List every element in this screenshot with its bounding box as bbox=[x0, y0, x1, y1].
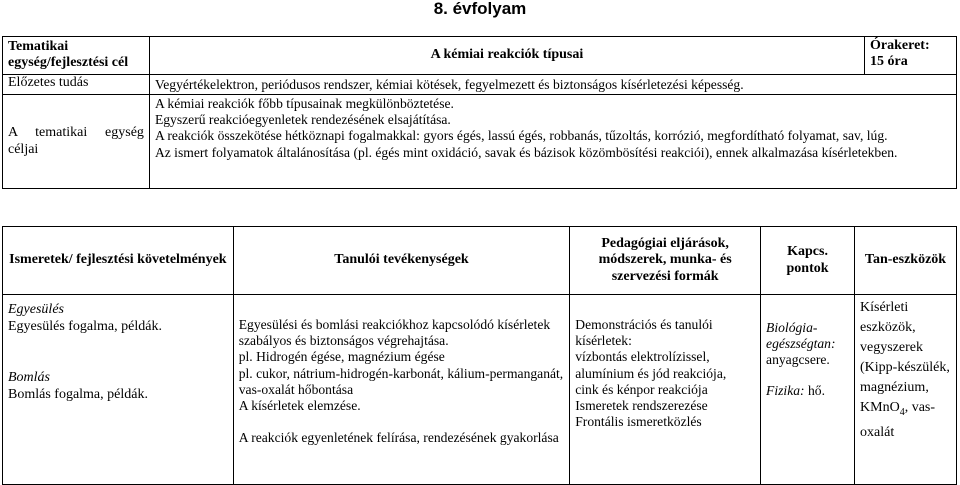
tools-text-end: , vas-oxalát bbox=[860, 400, 936, 440]
activity-text: Egyesülési és bomlási reakciókhoz kapcsolódó kísérletek szabályos és biztonságos végrehajtása. bbox=[238, 317, 551, 349]
goals-text bbox=[149, 95, 956, 189]
activity-text: A kísérletek elemzése. bbox=[238, 398, 361, 414]
method-text: Frontális ismeretközlés bbox=[575, 414, 702, 430]
col-header-activities: Tanulói tevékenységek bbox=[233, 227, 570, 295]
link-subject: Fizika: bbox=[766, 382, 805, 398]
activities-cell bbox=[233, 295, 570, 485]
prereq-text: Vegyértékelektron, periódusos rendszer, kémiai kötések, fegyelmezett és biztonságos kísérletezési képesség. bbox=[149, 75, 956, 95]
method-text: Ismeretek rendszerezése bbox=[575, 398, 708, 414]
method-text: vízbontás elektrolízissel, bbox=[575, 349, 710, 365]
topic-title: Egyesülés bbox=[8, 302, 64, 317]
method-text: alumínium és jód reakciója, bbox=[575, 365, 727, 381]
knowledge-cell bbox=[3, 295, 234, 485]
grade-title: 8. évfolyam bbox=[433, 0, 527, 18]
links-cell bbox=[761, 295, 855, 485]
col-header-methods: Pedagógiai eljárások, módszerek, munka- és szervezési formák bbox=[570, 227, 761, 295]
tools-subscript: 4 bbox=[899, 406, 905, 418]
hours-value: 15 óra bbox=[870, 54, 908, 70]
content-table bbox=[2, 226, 957, 485]
topic-text: Bomlás fogalma, példák. bbox=[8, 387, 148, 402]
topic-title: Bomlás bbox=[8, 370, 50, 385]
activity-text: pl. cukor, nátrium-hidrogén-karbonát, kálium-permanganát, vas-oxalát hőbontása bbox=[238, 365, 564, 397]
col-header-tools: Tan-eszközök bbox=[855, 227, 957, 295]
topic-text: Egyesülés fogalma, példák. bbox=[8, 319, 162, 334]
hours-cell bbox=[865, 37, 957, 75]
activity-text: pl. Hidrogén égése, magnézium égése bbox=[238, 349, 445, 365]
col-header-links: Kapcs. pontok bbox=[761, 227, 855, 295]
tools-text: Kísérleti eszközök, vegyszerek (Kipp-készülék, magnézium, KMnO bbox=[860, 300, 950, 415]
link-line bbox=[766, 383, 849, 399]
link-subject: Biológia-egészségtan: bbox=[766, 320, 836, 352]
unit-header-table bbox=[2, 36, 957, 189]
method-text: cink és kénpor reakciója bbox=[575, 381, 708, 397]
methods-cell bbox=[570, 295, 761, 485]
activity-text: A reakciók egyenletének felírása, rendezésének gyakorlása bbox=[238, 430, 559, 446]
goals-label: A tematikai egység céljai bbox=[3, 95, 150, 189]
goal-item: A kémiai reakciók főbb típusainak megkülönböztetése. bbox=[154, 96, 454, 111]
col-header-knowledge: Ismeretek/ fejlesztési követelmények bbox=[3, 227, 234, 295]
tools-cell bbox=[855, 295, 957, 485]
goal-item: A reakciók összekötése hétköznapi fogalmakkal: gyors égés, lassú égés, robbanás, tűzoltás, korrózió, megfordítható folyamat, sav, lúg. bbox=[154, 128, 888, 144]
unit-title: A kémiai reakciók típusai bbox=[149, 37, 864, 75]
link-text: anyagcsere. bbox=[766, 352, 830, 368]
goal-item: Egyszerű reakcióegyenletek rendezésének elsajátítása. bbox=[154, 112, 451, 128]
link-text: hő. bbox=[807, 382, 825, 398]
prereq-label: Előzetes tudás bbox=[3, 75, 150, 95]
method-text: Demonstrációs és tanulói kísérletek: bbox=[575, 317, 713, 349]
goal-item: Az ismert folyamatok általánosítása (pl. égés mint oxidáció, savak és bázisok közömbösítési reakciói), ennek alkalmazása kísérletekben. bbox=[154, 144, 898, 160]
hours-label: Órakeret: bbox=[870, 38, 930, 53]
unit-label: Tematikai egység/fejlesztési cél bbox=[3, 37, 150, 75]
